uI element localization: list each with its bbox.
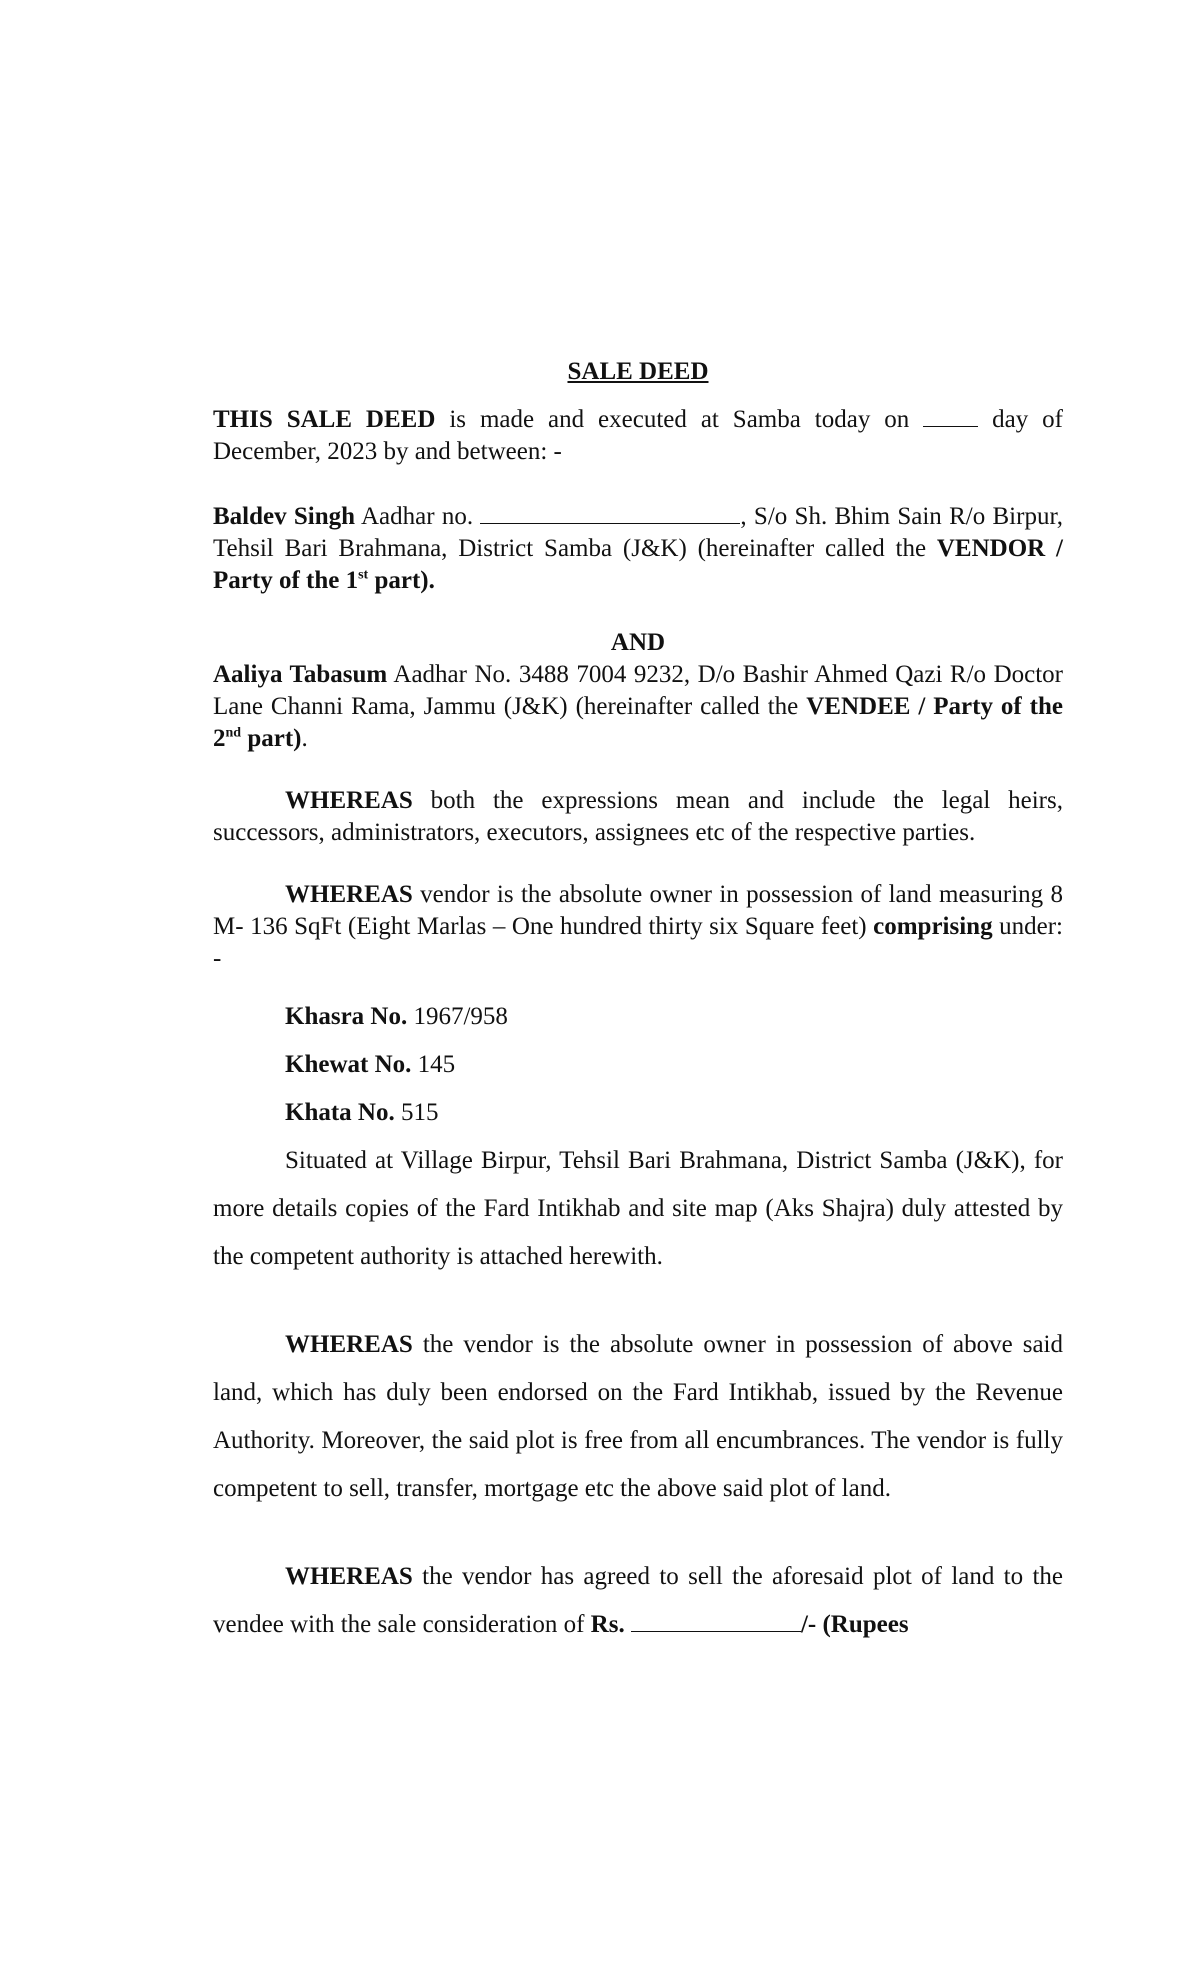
khewat-line — [213, 1041, 1063, 1089]
whereas-block-3 — [213, 1321, 1063, 1513]
vendee-paragraph — [213, 659, 1063, 755]
khata-value: 515 — [394, 1099, 439, 1126]
vendor-aadhar-blank — [480, 498, 740, 524]
whereas-1-text: both the expressions mean and include the legal heirs, successors, administrators, executors, assignees etc of the respective parties. — [213, 787, 1063, 846]
vendee-period: . — [301, 725, 308, 752]
vendee-role: VENDEE / Party of the 2 — [213, 693, 1064, 752]
whereas-paragraph-1 — [213, 785, 1063, 849]
khasra-label: Khasra No. — [285, 1003, 408, 1030]
whereas-1-lead: WHEREAS — [285, 787, 413, 814]
intro-paragraph — [213, 401, 1063, 468]
rupees-label: /- (Rupees — [800, 1611, 909, 1638]
intro-lead: THIS SALE DEED — [213, 406, 436, 433]
whereas-2-end: under: - — [213, 913, 1063, 972]
vendor-name: Baldev Singh — [213, 503, 356, 530]
vendor-role-end: part). — [368, 567, 435, 594]
vendor-details: , S/o Sh. Bhim Sain R/o Birpur, Tehsil Bari Brahmana, District Samba (J&K) (hereinafter called the — [213, 503, 1064, 562]
whereas-block-4 — [213, 1553, 1063, 1649]
whereas-4-lead: WHEREAS — [285, 1563, 413, 1590]
khasra-value: 1967/958 — [407, 1003, 508, 1030]
land-details — [213, 993, 1063, 1137]
whereas-paragraph-3 — [213, 1321, 1063, 1513]
intro-text-end: day of December, 2023 by and between: - — [213, 406, 1063, 465]
amount-blank — [631, 1606, 801, 1632]
khewat-value: 145 — [411, 1051, 456, 1078]
whereas-2-bold: comprising — [873, 913, 993, 940]
vendee-role-sup: nd — [225, 725, 242, 741]
whereas-paragraph-4 — [213, 1553, 1063, 1649]
khasra-line — [213, 993, 1063, 1041]
day-blank — [923, 401, 978, 427]
rs-label: Rs. — [590, 1611, 631, 1638]
khewat-label: Khewat No. — [285, 1051, 412, 1078]
khata-line — [213, 1089, 1063, 1137]
vendee-details: Aadhar No. 3488 7004 9232, D/o Bashir Ahmed Qazi R/o Doctor Lane Channi Rama, Jammu (J&K) (hereinafter called the — [213, 661, 1063, 720]
document-body — [213, 355, 1063, 1649]
vendor-paragraph — [213, 498, 1063, 597]
situated-block — [213, 1137, 1063, 1281]
vendor-role: VENDOR / Party of the 1 — [213, 535, 1063, 594]
situated-paragraph: Situated at Village Birpur, Tehsil Bari Brahmana, District Samba (J&K), for more details copies of the Fard Intikhab and site map (Aks Shajra) duly attested by the competent authority is attached herewith. — [213, 1147, 1063, 1270]
vendor-role-sup: st — [358, 567, 369, 583]
intro-text: is made and executed at Samba today on — [435, 406, 924, 433]
whereas-4-text: the vendor has agreed to sell the aforesaid plot of land to the vendee with the sale consideration of — [213, 1563, 1063, 1638]
whereas-3-lead: WHEREAS — [285, 1331, 413, 1358]
and-separator: AND — [610, 629, 666, 656]
vendee-role-end: part) — [241, 725, 302, 752]
vendee-name: Aaliya Tabasum — [213, 661, 388, 688]
khata-label: Khata No. — [285, 1099, 395, 1126]
vendor-aadhar-label: Aadhar no. — [355, 503, 481, 530]
whereas-2-lead: WHEREAS — [285, 881, 413, 908]
document-title: SALE DEED — [567, 358, 709, 385]
whereas-3-text: the vendor is the absolute owner in possession of above said land, which has duly been endorsed on the Fard Intikhab, issued by the Revenue Authority. Moreover, the said plot is free from all encumbrances. The vendor is fully competent to sell, transfer, mortgage etc the above said plot of land. — [213, 1331, 1063, 1502]
whereas-2-text: vendor is the absolute owner in possession of land measuring 8 M- 136 SqFt (Eight Marlas – One hundred thirty six Square feet) — [213, 881, 1063, 940]
whereas-paragraph-2 — [213, 879, 1063, 975]
